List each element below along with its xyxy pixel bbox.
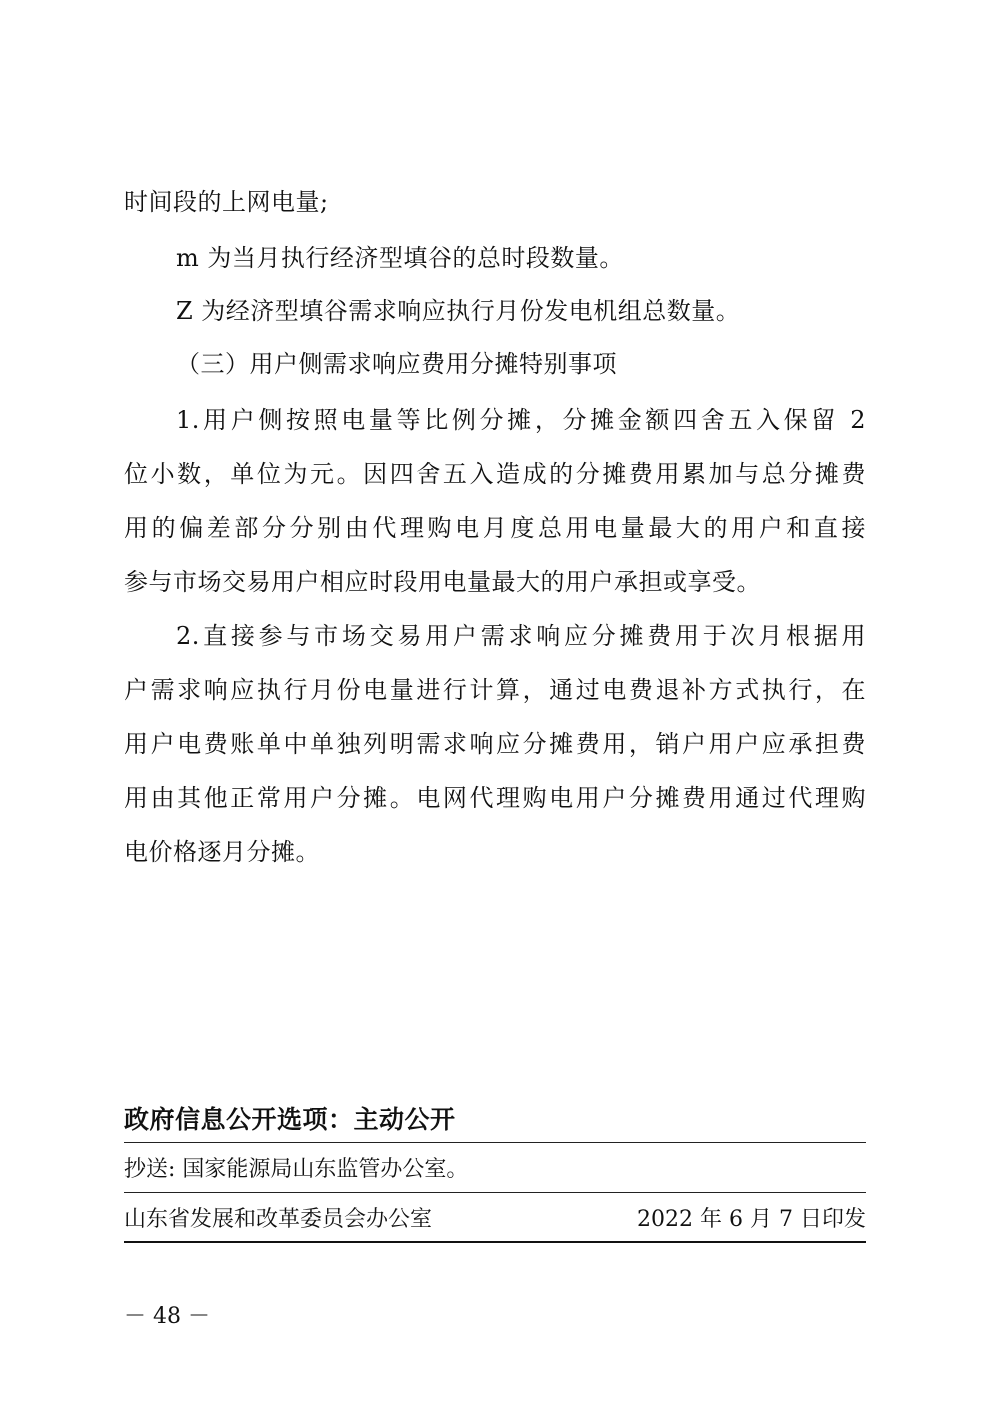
issuer-name: 山东省发展和改革委员会办公室 — [124, 1207, 433, 1232]
footer-rule-bottom — [124, 1241, 866, 1243]
footer-rule-top — [124, 1142, 866, 1143]
footer-rule-middle — [124, 1192, 866, 1193]
cc-line: 抄送: 国家能源局山东监管办公室。 — [124, 1157, 469, 1182]
body-line-z-definition: Z 为经济型填谷需求响应执行月份发电机组总数量。 — [176, 297, 741, 325]
item2-line: 电价格逐月分摊。 — [124, 838, 320, 866]
item2-line: 用户电费账单中单独列明需求响应分摊费用，销户用户应承担费 — [124, 730, 866, 758]
disclosure-option: 政府信息公开选项：主动公开 — [124, 1105, 456, 1134]
page-number: － 48 － — [124, 1304, 210, 1329]
item1-line: 参与市场交易用户相应时段用电量最大的用户承担或享受。 — [124, 568, 761, 596]
section-heading: （三）用户侧需求响应费用分摊特别事项 — [176, 350, 617, 378]
item2-line: 2.直接参与市场交易用户需求响应分摊费用于次月根据用 — [176, 622, 866, 650]
body-line-continuation: 时间段的上网电量; — [124, 188, 329, 216]
item1-line: 用的偏差部分分别由代理购电月度总用电量最大的用户和直接 — [124, 514, 866, 542]
item1-line: 位小数，单位为元。因四舍五入造成的分摊费用累加与总分摊费 — [124, 460, 866, 488]
body-line-m-definition: m 为当月执行经济型填谷的总时段数量。 — [176, 244, 624, 272]
item1-line: 1.用户侧按照电量等比例分摊，分摊金额四舍五入保留 2 — [176, 406, 866, 434]
item2-line: 用由其他正常用户分摊。电网代理购电用户分摊费用通过代理购 — [124, 784, 866, 812]
issuer-row — [124, 1205, 866, 1235]
issue-date: 2022 年 6 月 7 日印发 — [637, 1207, 866, 1232]
item2-line: 户需求响应执行月份电量进行计算，通过电费退补方式执行，在 — [124, 676, 866, 704]
